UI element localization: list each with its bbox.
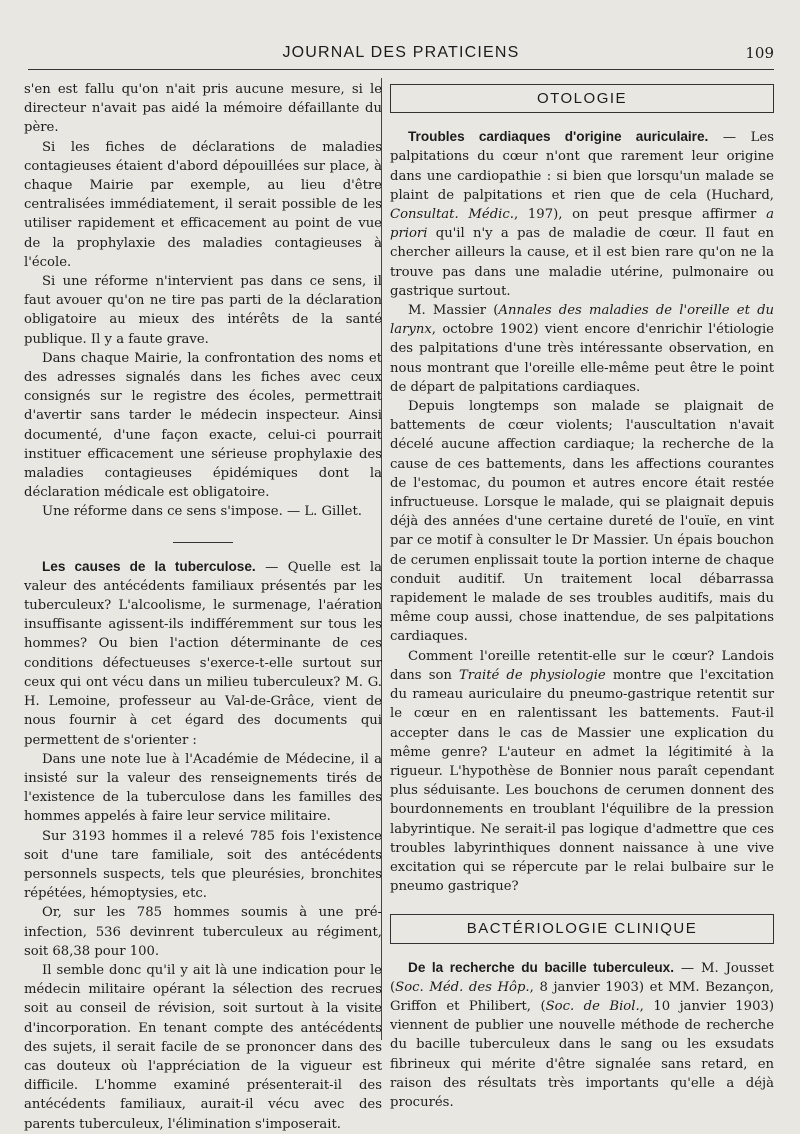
text-run: qu'il n'y a pas de maladie de cœur. Il faut en chercher ailleurs la cause, et il est bien rare qu'on ne la trouve pas dans une maladie utérine, pulmonaire ou gastrique surtout. [390,226,774,299]
text-run: montre que l'excitation du rameau auriculaire du pneumo-gastrique retentit sur le cœur en en ralentissant les battements. Faut-il accepter dans le cas de Massier une explication du même genre? L'auteur en admet la légitimité à la rigueur. L'hypothèse de Bonnier nous paraît cependant plus séduisante. Les bouchons de cerumen donnent des bourdonnements en troublant l'équilibre de la pression labyrintique. Ne serait-il pas logique d'admettre que ces troubles labyrinthiques donnent naissance à une vive excitation qui se répercute par le relai bulbaire sur le pneumo gastrique? [390,667,774,895]
text-run: — M. Jousset ( [390,960,774,995]
paragraph: Sur 3193 hommes il a relevé 785 fois l'existence soit d'une tare familiale, soit des antécédents personnels suspects, tels que pleurésies, bronchites répétées, hémoptysies, etc. [24,828,382,902]
paragraph: Dans chaque Mairie, la confrontation des noms et des adresses signalés dans les fiches avec ceux consignés sur le registre des écoles, permettrait d'avertir sans tarder le médecin inspecteur. Ainsi documenté, d'une façon exacte, celui-ci pourrait instituer efficacement une sérieuse prophylaxie des maladies contagieuses épidémiques dont la déclaration médicale est obligatoire. [24,350,382,501]
paragraph: s'en est fallu qu'on n'ait pris aucune mesure, si le directeur n'avait pas aidé la mémoire défaillante du père. [24,82,382,136]
citation: Traité de physiologie [459,667,606,683]
section-heading-otologie: OTOLOGIE [390,84,774,113]
article-text: — Quelle est la valeur des antécédents familiaux présentés par les tuberculeux? L'alcoolisme, le surmenage, l'aération insuffisante agissent-ils indifféremment sur tous les hommes? Ou bien l'action déterminante de ces conditions défectueuses s'exerce-t-elle surtout sur ceux qui ont vécu dans un milieu tuberculeux? M. G. H. Lemoine, professeur au Val-de-Grâce, vient de nous fournir à cet égard des documents qui permettent de s'orienter : [24,559,382,748]
citation: Consultat. Médic. [390,207,514,223]
paragraph: Il semble donc qu'il y ait là une indication pour le médecin militaire opérant la sélection des recrues soit au conseil de révision, soit surtout à la visite d'incorporation. En tenant compte des antécédents des sujets, il serait facile de se prononcer dans des cas douteux où l'appréciation de la vigueur est difficile. L'homme examiné présenterait-il des antécédents familiaux, aurait-il vécu avec des parents tuberculeux, l'élimination s'imposerait. [24,962,382,1132]
right-column [390,80,775,1110]
text-run: , 197), on peut presque affirmer [513,207,767,223]
journal-title: JOURNAL DES PRATICIENS [282,44,520,61]
text-run: , octobre 1902) vient encore d'enrichir l'étiologie des palpitations d'une très intéressante observation, en nous montrant que l'oreille elle-même peut être le point de départ de palpitations cardiaques. [390,322,774,395]
section-heading-bacteriologie: BACTÉRIOLOGIE CLINIQUE [390,914,774,943]
paragraph [390,301,774,397]
paragraph: Si les fiches de déclarations de maladies contagieuses étaient d'abord dépouillées sur place, à chaque Mairie par exemple, au lieu d'être centralisées immédiatement, il serait possible de les utiliser rapidement et efficacement au point de vue de la prophylaxie des maladies contagieuses à l'école. [24,139,382,270]
paragraph: Si une réforme n'intervient pas dans ce sens, il faut avouer qu'on ne tire pas parti de la déclaration obligatoire au mieux des intérêts de la santé publique. Il y a faute grave. [24,274,382,347]
text-run: M. Massier ( [408,303,499,319]
left-column [24,80,382,1132]
citation: Soc. de Biol. [545,998,640,1014]
running-header [28,44,774,70]
header-rule [28,69,774,70]
text-run: , 10 janvier 1903) viennent de publier une nouvelle méthode de recherche du bacille tuberculeux dans le sang ou les exsudats fibrineux qui mérite d'être signalée sans retard, en raison des résultats très importants qu'elle a déjà procurés. [390,998,774,1110]
page-number: 109 [745,44,774,62]
paragraph: Or, sur les 785 hommes soumis à une pré-infection, 536 devinrent tuberculeux au régiment, soit 68,38 pour 100. [24,905,382,959]
paragraph: Depuis longtemps son malade se plaignait de battements de cœur violents; l'auscultation n'avait décelé aucune affection cardiaque; la recherche de la cause de ces battements, dans les affections courantes de l'estomac, du poumon et autres encore était restée infructueuse. Lorsque le malade, qui se plaignait depuis déjà des années d'une certaine dureté de l'ouïe, en vint par ce motif à consulter le Dr Massier. Un épais bouchon de cerumen enplissait toute la portion interne de chaque conduit auditif. Un traitement local débarrassa rapidement le malade de ses troubles auditifs, mais du même coup aussi, chose inattendue, de ses palpitations cardiaques. [390,399,774,645]
paragraph-signature: Une réforme dans ce sens s'impose. — L. Gillet. [42,504,362,520]
paragraph [390,647,774,897]
article-troubles-cardiaques [390,127,774,301]
article-heading: Troubles cardiaques d'origine auriculaire. [408,129,709,145]
latin-phrase: a priori [390,207,774,242]
article-heading: De la recherche du bacille tuberculeux. [408,959,674,975]
article-causes-tuberculose [24,557,382,750]
citation: Annales des maladies de l'oreille et du larynx [390,303,775,338]
paragraph: Dans une note lue à l'Académie de Médecine, il a insisté sur la valeur des renseignements tirés de l'existence de la tuberculose dans les familles des hommes appelés à faire leur service militaire. [24,751,382,825]
article-heading: Les causes de la tuberculose. [42,558,256,574]
text-run: Comment l'oreille retentit-elle sur le cœur? Landois dans son [390,648,774,683]
text-run: — Les palpitations du cœur n'ont que rarement leur origine dans une cardiopathie : si bien que lorsqu'un malade se plaint de palpitations et rien que de cela (Huchard, [390,130,774,203]
text-run: , 8 janvier 1903) et MM. Bezançon, Griffon et Philibert, ( [390,979,775,1014]
section-separator [173,542,233,543]
article-recherche-bacille [390,958,774,1113]
citation: Soc. Méd. des Hôp. [395,979,530,995]
